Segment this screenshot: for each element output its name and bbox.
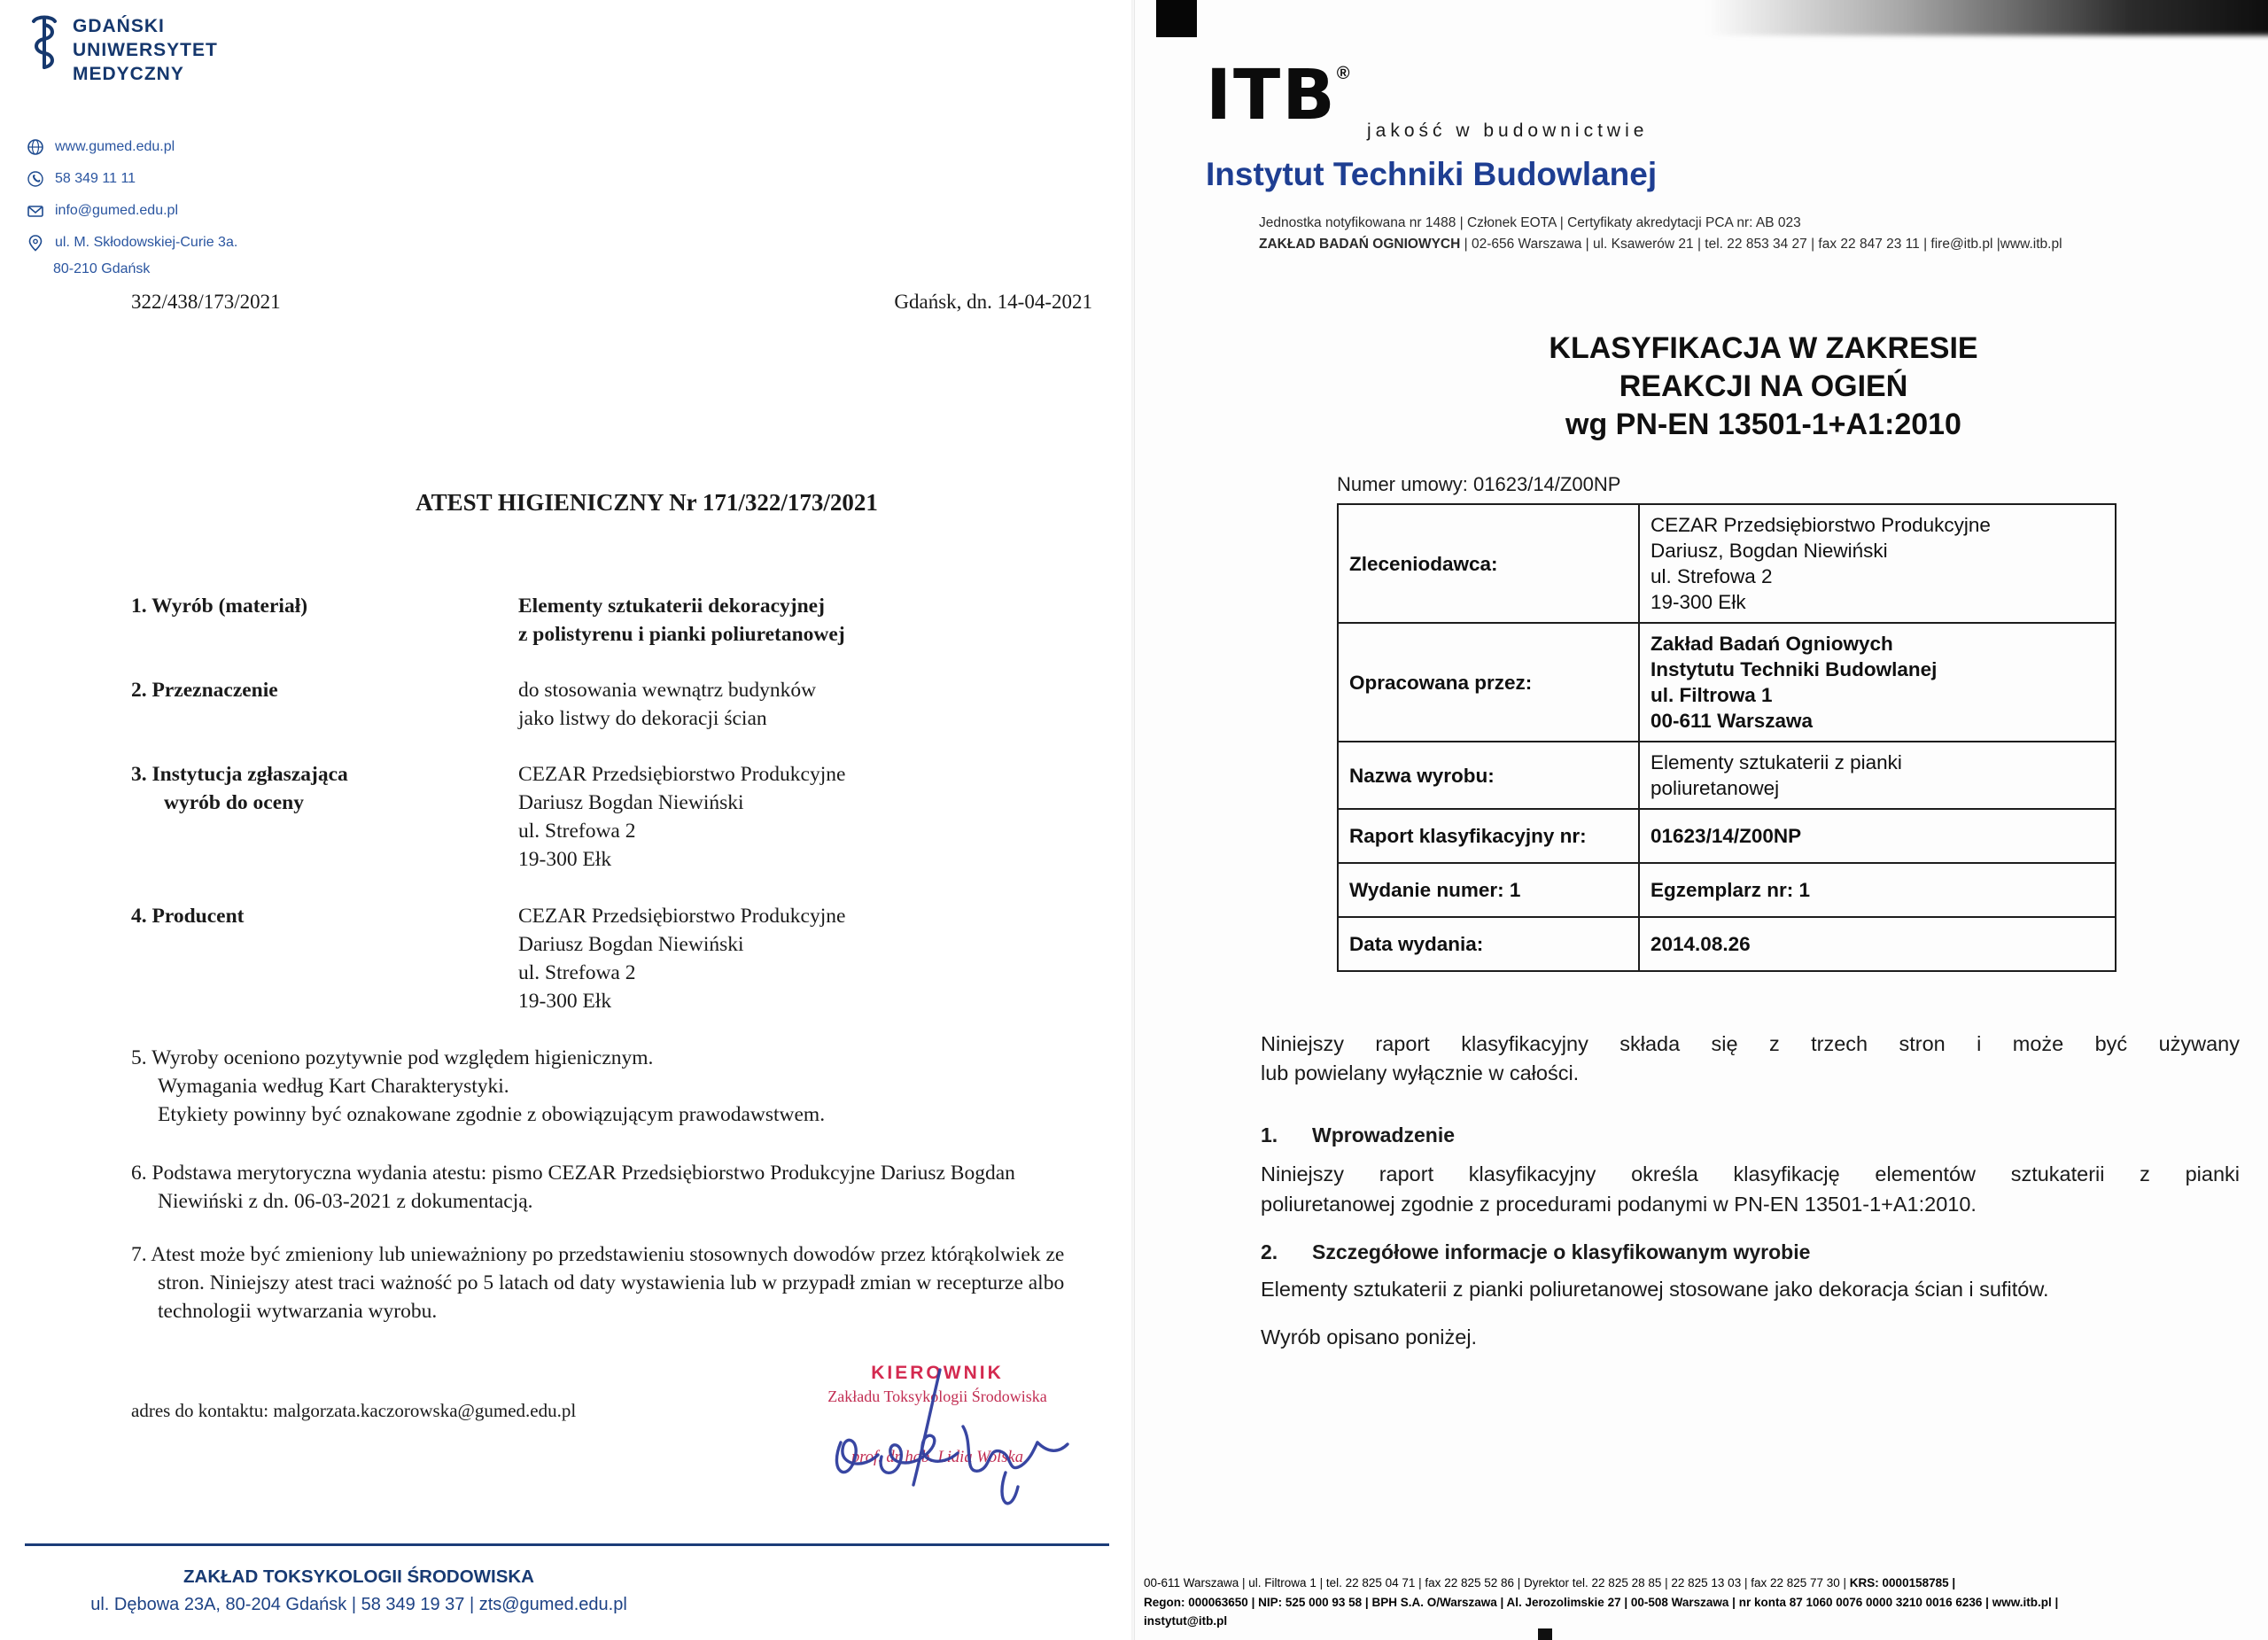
paragraph-6: 6. Podstawa merytoryczna wydania atestu: pismo CEZAR Przedsiębiorstwo Produkcyjne Dariusz Bogdan Niewiński z dn. 06-03-2021 z dokumentacją. [131, 1162, 1015, 1213]
prepared-by-value [1639, 623, 2116, 742]
item-producer-value [518, 902, 1110, 1015]
item-applicant-value [518, 760, 1110, 874]
signature-block [791, 1363, 1084, 1467]
product-name-value-line: Elementy sztukaterii z pianki [1651, 751, 1902, 773]
footer-contact: ul. Dębowa 23A, 80-204 Gdańsk | 58 349 19 37 | zts@gumed.edu.pl [90, 1595, 627, 1614]
item-producer-value-line: CEZAR Przedsiębiorstwo Produkcyjne [518, 905, 846, 928]
right-footer [1144, 1574, 2253, 1631]
item-producer-label [131, 902, 518, 1015]
right-footer-line-1 [1144, 1574, 2253, 1593]
paragraph-5-line: 5. Wyroby oceniono pozytywnie pod względem higienicznym. [131, 1046, 654, 1069]
phone-icon [27, 170, 44, 188]
table-row-report-number [1338, 809, 2116, 863]
item-applicant-label-text-2: wyrób do oceny [164, 791, 304, 814]
table-row-product-name [1338, 742, 2116, 809]
footer-rule [25, 1543, 1109, 1546]
item-applicant-label-text: 3. Instytucja zgłaszająca [131, 763, 348, 786]
prepared-by-value-line: Zakład Badań Ogniowych [1651, 633, 1893, 655]
client-value-line: ul. Strefowa 2 [1651, 565, 1773, 587]
itb-logo [1206, 56, 1350, 136]
footer-address-contact: 00-611 Warszawa | ul. Filtrowa 1 | tel. 22 825 04 71 | fax 22 825 52 86 | Dyrektor tel. 22 825 28 85 | 22 825 13 03 | fax 22 825 77 30 | [1144, 1576, 1850, 1589]
section-1-text [1261, 1159, 2240, 1219]
footer-krs: KRS: 0000158785 | [1849, 1576, 1956, 1589]
section-1-text-line-1: Niniejszy raport klasyfikacyjny określa klasyfikację elementów sztukaterii z pianki [1261, 1162, 2240, 1185]
contact-website-row [27, 131, 237, 163]
section-2-number: 2. [1261, 1240, 1278, 1263]
paragraph-7: 7. Atest może być zmieniony lub unieważniony po przedstawieniu stosownych dowodów przez którąkolwiek ze stron. Niniejszy atest traci ważność po 5 latach od daty wystawienia lub w przypadł zmian w recepturze albo technologii wytwarzania wyrobu. [131, 1243, 1065, 1323]
intro-paragraph-line-1: Niniejszy raport klasyfikacyjny składa się z trzech stron i może być używany [1261, 1032, 2240, 1055]
reference-date-row [131, 291, 1092, 314]
client-label: Zleceniodawca: [1338, 504, 1639, 623]
gumed-logo-icon [27, 14, 62, 75]
prepared-by-value-line: Instytutu Techniki Budowlanej [1651, 658, 1938, 680]
section-2-heading [1261, 1240, 1810, 1264]
signature-department: Zakładu Toksykologii Środowiska [827, 1387, 1047, 1405]
section-2-text-1: Elementy sztukaterii z pianki poliuretanowej stosowane jako dekoracja ścian i sufitów. [1261, 1278, 2049, 1301]
paragraph-5-line: Etykiety powinny być oznakowane zgodnie z obowiązującym prawodawstwem. [158, 1103, 826, 1126]
fire-lab-name: ZAKŁAD BADAŃ OGNIOWYCH [1259, 237, 1461, 252]
item-product-label [131, 592, 518, 649]
prepared-by-value-line: ul. Filtrowa 1 [1651, 684, 1773, 706]
client-value [1639, 504, 2116, 623]
item-producer-value-line: Dariusz Bogdan Niewiński [518, 933, 744, 956]
email-text: info@gumed.edu.pl [55, 203, 178, 218]
address-line-2: 80-210 Gdańsk [53, 261, 151, 276]
classification-title-line-1: KLASYFIKACJA W ZAKRESIE [1549, 331, 1978, 365]
table-row-client [1338, 504, 2116, 623]
phone-text: 58 349 11 11 [55, 171, 136, 186]
report-number-label: Raport klasyfikacyjny nr: [1338, 809, 1639, 863]
itb-tagline: jakość w budownictwie [1367, 120, 1649, 141]
section-1-title: Wprowadzenie [1312, 1123, 1456, 1146]
item-applicant-value-line: CEZAR Przedsiębiorstwo Produkcyjne [518, 763, 846, 786]
section-2-text-2: Wyrób opisano poniżej. [1261, 1325, 1478, 1349]
prepared-by-value-line: 00-611 Warszawa [1651, 710, 1814, 732]
item-applicant-label [131, 760, 518, 874]
issue-date-value: 2014.08.26 [1639, 917, 2116, 971]
item-purpose-value-line: jako listwy do dekoracji ścian [518, 707, 767, 730]
certificate-paragraphs [131, 1044, 1101, 1350]
issue-date-label: Data wydania: [1338, 917, 1639, 971]
institute-info-block [1259, 213, 2062, 255]
item-producer-value-line: ul. Strefowa 2 [518, 961, 636, 984]
fire-lab-contact: | 02-656 Warszawa | ul. Ksawerów 21 | tel. 22 853 34 27 | fax 22 847 23 11 | fire@itb.pl |www.itb.pl [1460, 237, 2062, 252]
gumed-logo-line-1: GDAŃSKI [73, 16, 165, 36]
item-product-value-line: z polistyrenu i pianki poliuretanowej [518, 623, 845, 646]
item-applicant-value-line: ul. Strefowa 2 [518, 820, 636, 843]
gumed-logo-line-2: UNIWERSYTET [73, 40, 218, 60]
item-purpose-label [131, 676, 518, 733]
item-producer [131, 902, 1110, 1015]
item-applicant-value-line: 19-300 Ełk [518, 848, 612, 871]
table-row-prepared-by [1338, 623, 2116, 742]
report-number-value: 01623/14/Z00NP [1639, 809, 2116, 863]
intro-paragraph [1261, 1030, 2240, 1088]
right-footer-line-2: Regon: 000063650 | NIP: 525 000 93 58 | BPH S.A. O/Warszawa | Al. Jerozolimskie 27 | 00-508 Warszawa | nr konta 87 1060 0076 0000 3210 0016 6236 | www.itb.pl | [1144, 1595, 2059, 1609]
registered-trademark-icon: ® [1336, 64, 1350, 83]
section-1-text-line-2: poliuretanowej zgodnie z procedurami podanymi w PN-EN 13501-1+A1:2010. [1261, 1193, 1977, 1216]
scan-artifact-top-left [1156, 0, 1197, 37]
section-1-number: 1. [1261, 1123, 1278, 1146]
item-product-label-text: 1. Wyrób (materiał) [131, 595, 308, 618]
classification-title [1294, 330, 2233, 444]
item-purpose [131, 676, 1110, 733]
paragraph-5 [131, 1044, 1101, 1129]
gumed-contact-block [27, 131, 237, 280]
institute-info-line-2 [1259, 234, 2062, 255]
gumed-logo [27, 14, 218, 86]
map-pin-icon [27, 234, 44, 252]
website-text: www.gumed.edu.pl [55, 139, 175, 154]
client-value-line: Dariusz, Bogdan Niewiński [1651, 540, 1888, 562]
section-2-title: Szczegółowe informacje o klasyfikowanym wyrobie [1312, 1240, 1811, 1263]
section-1-heading [1261, 1123, 1455, 1147]
scan-artifact-top-right [1706, 0, 2268, 35]
client-value-line: CEZAR Przedsiębiorstwo Produkcyjne [1651, 514, 1991, 536]
page-divider [1131, 0, 1136, 1640]
item-purpose-value [518, 676, 1110, 733]
product-name-value [1639, 742, 2116, 809]
gumed-logo-wordmark [73, 14, 218, 86]
contact-address-line: adres do kontaktu: malgorzata.kaczorowska@gumed.edu.pl [131, 1400, 577, 1421]
certificate-items [131, 592, 1110, 1043]
left-footer [0, 1566, 718, 1615]
itb-logo-icon: ITB [1206, 56, 1337, 136]
copy-number-value: Egzemplarz nr: 1 [1639, 863, 2116, 917]
globe-icon [27, 138, 44, 156]
table-row-issue-date [1338, 917, 2116, 971]
client-value-line: 19-300 Ełk [1651, 591, 1746, 613]
classification-table [1337, 503, 2117, 972]
intro-paragraph-line-2: lub powielany wyłącznie w całości. [1261, 1061, 1580, 1084]
gumed-logo-line-3: MEDYCZNY [73, 64, 184, 84]
contact-phone-row [27, 163, 237, 195]
institute-name: Instytut Techniki Budowlanej [1206, 156, 1658, 192]
institute-info-line-1: Jednostka notyfikowana nr 1488 | Członek EOTA | Certyfikaty akredytacji PCA nr: AB 023 [1259, 215, 1801, 230]
product-name-value-line: poliuretanowej [1651, 777, 1780, 799]
classification-title-line-3: wg PN-EN 13501-1+A1:2010 [1565, 408, 1961, 441]
item-product-value [518, 592, 1110, 649]
signature-role: KIEROWNIK [871, 1363, 1004, 1383]
prepared-by-label: Opracowana przez: [1338, 623, 1639, 742]
signature-name: prof. dr hab. Lidia Wolska [851, 1449, 1023, 1466]
item-applicant [131, 760, 1110, 874]
contact-address-row [27, 227, 237, 259]
item-product-value-line: Elementy sztukaterii dekoracyjnej [518, 595, 825, 618]
item-applicant-value-line: Dariusz Bogdan Niewiński [518, 791, 744, 814]
item-purpose-value-line: do stosowania wewnątrz budynków [518, 679, 817, 702]
contact-address-row-2 [27, 259, 237, 280]
paragraph-5-line: Wymagania według Kart Charakterystyki. [158, 1075, 509, 1098]
product-name-label: Nazwa wyrobu: [1338, 742, 1639, 809]
item-product [131, 592, 1110, 649]
contact-email-row [27, 195, 237, 227]
fire-classification-page [1134, 0, 2268, 1640]
item-purpose-label-text: 2. Przeznaczenie [131, 679, 278, 702]
classification-title-line-2: REAKCJI NA OGIEŃ [1619, 369, 1908, 403]
item-producer-label-text: 4. Producent [131, 905, 245, 928]
address-line-1: ul. M. Skłodowskiej-Curie 3a. [55, 235, 238, 250]
certificate-title: ATEST HIGIENICZNY Nr 171/322/173/2021 [416, 489, 878, 516]
mail-icon [27, 202, 44, 220]
reference-number: 322/438/173/2021 [131, 291, 281, 313]
footer-department: ZAKŁAD TOKSYKOLOGII ŚRODOWISKA [183, 1566, 534, 1587]
right-footer-line-3: instytut@itb.pl [1144, 1614, 1228, 1628]
table-row-edition [1338, 863, 2116, 917]
contract-number: Numer umowy: 01623/14/Z00NP [1337, 473, 1621, 495]
item-producer-value-line: 19-300 Ełk [518, 990, 612, 1013]
place-date: Gdańsk, dn. 14-04-2021 [894, 291, 1092, 313]
edition-label: Wydanie numer: 1 [1338, 863, 1639, 917]
